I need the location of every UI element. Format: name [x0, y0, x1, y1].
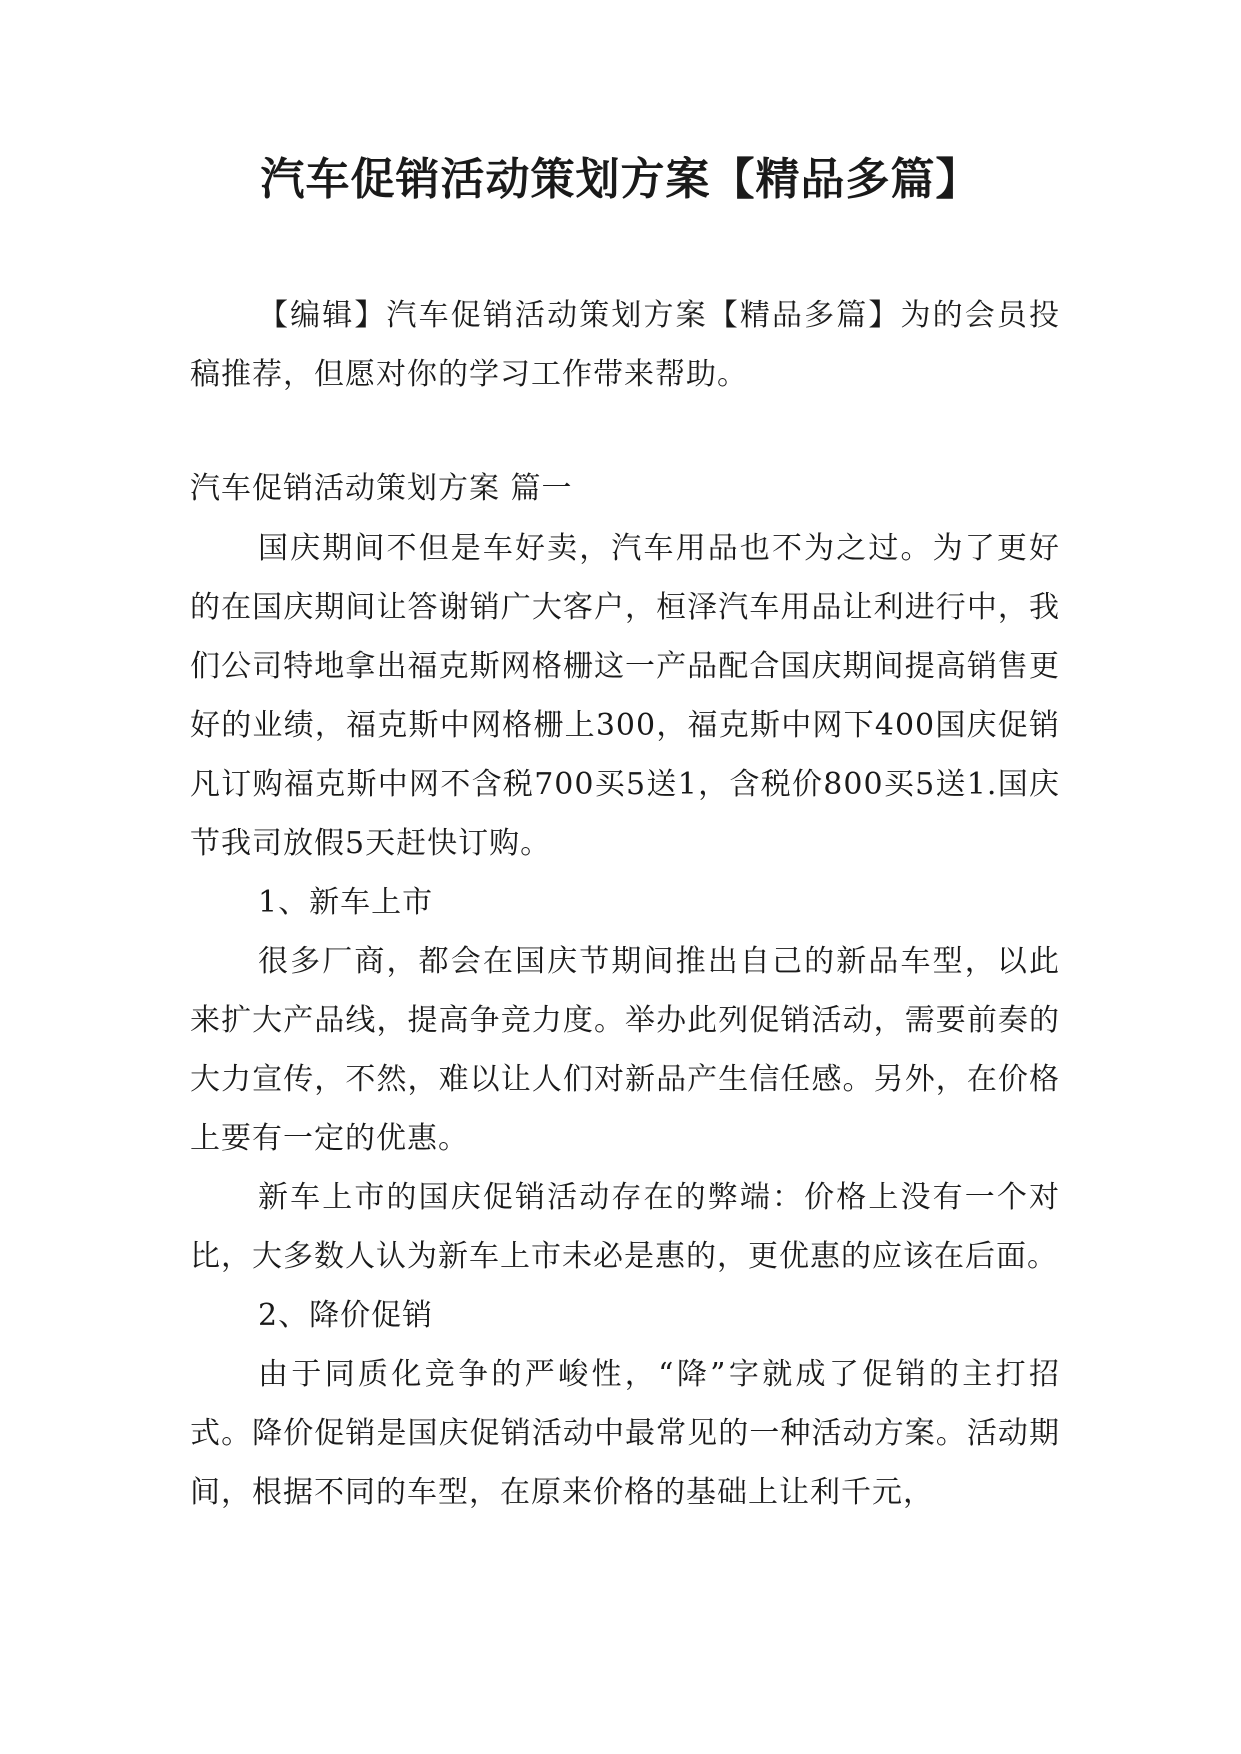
- intro-paragraph: 【编辑】汽车促销活动策划方案【精品多篇】为的会员投稿推荐，但愿对你的学习工作带来帮助。: [190, 298, 1060, 392]
- paragraph-national-day: 国庆期间不但是车好卖，汽车用品也不为之过。为了更好的在国庆期间让答谢销广大客户，桓泽汽车用品让利进行中，我们公司特地拿出福克斯网格栅这一产品配合国庆期间提高销售更好的业绩，福克斯中网格栅上300，福克斯中网下400国庆促销凡订购福克斯中网不含税700买5送1，含税价800买5送1.国庆节我司放假5天赶快订购。: [190, 531, 1060, 861]
- section-heading: 汽车促销活动策划方案 篇一: [190, 471, 573, 506]
- paragraph-new-car-drawbacks: 新车上市的国庆促销活动存在的弊端：价格上没有一个对比，大多数人认为新车上市未必是惠的，更优惠的应该在后面。: [190, 1180, 1060, 1274]
- subheading-new-car-launch: 1、新车上市: [258, 885, 434, 920]
- section-content: [190, 519, 1060, 1522]
- paragraph-new-car-launch: 很多厂商，都会在国庆节期间推出自己的新品车型，以此来扩大产品线，提高争竞力度。举办此列促销活动，需要前奏的大力宣传，不然，难以让人们对新品产生信任感。另外，在价格上要有一定的优惠。: [190, 944, 1060, 1156]
- subheading-price-cut: 2、降价促销: [258, 1298, 434, 1333]
- document-title: 汽车促销活动策划方案【精品多篇】: [260, 154, 981, 205]
- paragraph-price-cut: 由于同质化竞争的严峻性，“降”字就成了促销的主打招式。降价促销是国庆促销活动中最常见的一种活动方案。活动期间，根据不同的车型，在原来价格的基础上让利千元，: [190, 1357, 1060, 1510]
